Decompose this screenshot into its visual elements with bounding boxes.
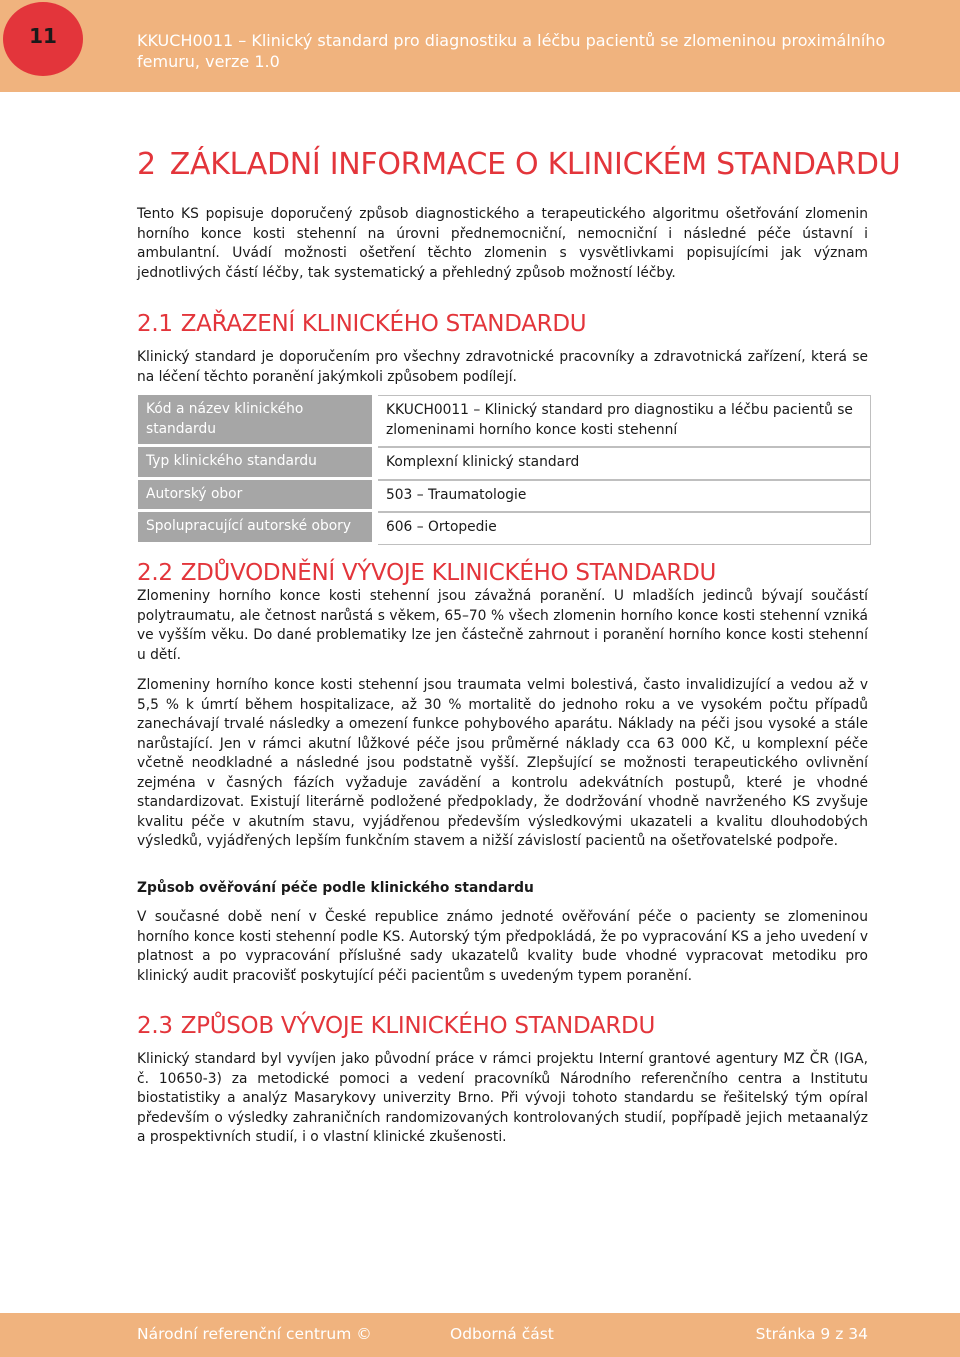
- table-key: Typ klinického standardu: [138, 447, 372, 480]
- table-value: Komplexní klinický standard: [378, 447, 871, 480]
- section-2-1-number: 2.1: [137, 311, 173, 337]
- section-2-2-paragraph-1: Zlomeniny horního konce kosti stehenní jsou závažná poranění. U mladších jedinců bývají součástí polytraumatu, ale četnost narůstá s věkem, 65–70 % všech zlomenin horního konce kosti stehenní vzniká ve vyšším věku. Do dané problematiky lze jen částečně zahrnout i poranění horního konce kosti stehenní u dětí.: [137, 588, 868, 663]
- table-key: Kód a název klinického standardu: [138, 395, 372, 447]
- section-2-heading: [137, 145, 900, 185]
- section-2-3-title: ZPŮSOB VÝVOJE KLINICKÉHO STANDARDU: [180, 1013, 656, 1039]
- section-2-2-title: ZDŮVODNĚNÍ VÝVOJE KLINICKÉHO STANDARDU: [180, 560, 717, 586]
- section-2-1-title: ZAŘAZENÍ KLINICKÉHO STANDARDU: [180, 311, 587, 337]
- section-2-3-number: 2.3: [137, 1013, 173, 1039]
- table-row: [138, 480, 871, 513]
- section-2-2-paragraph-3: V současné době není v České republice známo jednoté ověřování péče o pacienty se zlomeninou horního konce kosti stehenní podle KS. Autorský tým předpokládá, že po vypracování KS a jeho uvedení v platnost a po vypracování příslušné sady ukazatelů kvality bude vhodné vypracovat metodiku pro klinický audit pracovišť poskytující péči pacientům s uvedeným typem poranění.: [137, 909, 868, 984]
- table-value: 606 – Ortopedie: [378, 512, 871, 545]
- table-row: [138, 447, 871, 480]
- footer-page-count: Stránka 9 z 34: [755, 1325, 868, 1343]
- table-row: [138, 395, 871, 447]
- table-key: Autorský obor: [138, 480, 372, 513]
- table-value: KKUCH0011 – Klinický standard pro diagnostiku a léčbu pacientů se zlomeninami horního konce kosti stehenní: [378, 395, 871, 447]
- section-2-2-heading: [137, 558, 716, 588]
- page-number: 11: [29, 24, 57, 48]
- table-value: 503 – Traumatologie: [378, 480, 871, 513]
- table-row: [138, 512, 871, 545]
- section-2-title: ZÁKLADNÍ INFORMACE O KLINICKÉM STANDARDU: [169, 147, 901, 182]
- verification-subheading: Způsob ověřování péče podle klinického standardu: [137, 880, 534, 896]
- footer-organization: Národní referenční centrum ©: [137, 1325, 372, 1343]
- footer-section: Odborná část: [450, 1325, 554, 1343]
- section-2-intro: Tento KS popisuje doporučený způsob diagnostického a terapeutického algoritmu ošetřování zlomenin horního konce kosti stehenní na úrovni přednemocniční, nemocniční i následné péče ústavní i ambulantní. Uvádí možnosti ošetření těchto zlomenin s vysvětlivkami popisujícími jak význam jednotlivých částí léčby, tak systematický a přehledný způsob možností léčby.: [137, 206, 868, 281]
- section-2-number: 2: [137, 147, 156, 182]
- section-2-1-text: Klinický standard je doporučením pro všechny zdravotnické pracovníky a zdravotnická zařízení, která se na léčení těchto poranění jakýmkoli způsobem podílejí.: [137, 349, 868, 385]
- section-2-3-heading: [137, 1011, 655, 1041]
- table-key: Spolupracující autorské obory: [138, 512, 372, 545]
- page-number-badge: [3, 2, 83, 76]
- standard-info-table: [138, 395, 871, 545]
- section-2-2-paragraph-2: Zlomeniny horního konce kosti stehenní jsou traumata velmi bolestivá, často invalidizující a vedou až v 5,5 % k úmrtí během hospitalizace, až 30 % mortalitě do jednoho roku a ve vysokém počtu případů zanechávají trvalé následky a omezení funkce pohybového aparátu. Náklady na péči jsou vysoké a stále narůstající. Jen v rámci akutní lůžkové péče jsou průměrné náklady cca 63 000 Kč, u komplexní péče včetně neodkladné a následné jsou podstatně vyšší. Zlepšující se možnosti terapeutického ovlivnění zejména v časných fázích vyžaduje zavádění a kontrolu adekvátních postupů, které je vhodné standardizovat. Existují literárně podložené předpoklady, že dodržování vhodně navrženého KS zvyšuje kvalitu péče v akutním stavu, vyjádřenou především výsledkovými ukazateli a kvalitu dlouhodobých výsledků, vyjádřených lepším funkčním stavem a nižší závislostí pacientů na ošetřovatelské podpoře.: [137, 677, 868, 849]
- document-header-title: KKUCH0011 – Klinický standard pro diagnostiku a léčbu pacientů se zlomeninou proximálního femuru, verze 1.0: [137, 31, 886, 71]
- section-2-1-heading: [137, 309, 586, 339]
- section-2-3-paragraph-1: Klinický standard byl vyvíjen jako původní práce v rámci projektu Interní grantové agentury MZ ČR (IGA, č. 10650-3) za metodické pomoci a vedení pracovníků Národního referenčního centra a Institutu biostatistiky a analýz Masarykovy univerzity Brno. Při vývoji tohoto standardu se řešitelský tým opíral především o výsledky zahraničních randomizovaných kontrolovaných studií, popřípadě jejich metaanalýz a prospektivních studií, i o vlastní klinické zkušenosti.: [137, 1051, 868, 1145]
- section-2-2-number: 2.2: [137, 560, 173, 586]
